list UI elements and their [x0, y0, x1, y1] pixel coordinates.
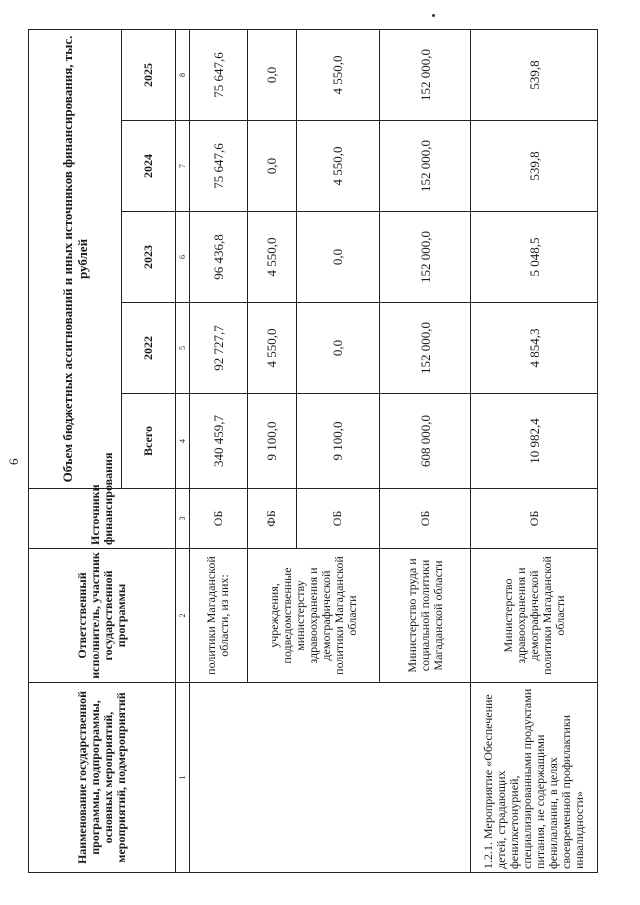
header-source: Источники финансирования — [29, 489, 176, 549]
row-value-total: 340 459,7 — [189, 394, 247, 489]
row-value-2025: 0,0 — [247, 29, 296, 120]
row-value-2022: 4 854,3 — [471, 303, 598, 394]
row-name — [189, 683, 471, 873]
row-value-2025: 152 000,0 — [380, 29, 471, 120]
row-value-2025: 75 647,6 — [189, 29, 247, 120]
row-value-2023: 0,0 — [296, 212, 380, 303]
row-value-2025: 539,8 — [471, 29, 598, 120]
index-cell: 1 — [175, 683, 189, 873]
index-cell: 8 — [175, 29, 189, 120]
index-cell: 5 — [175, 303, 189, 394]
table-row — [471, 29, 598, 872]
index-cell: 4 — [175, 394, 189, 489]
row-name: 1.2.1. Мероприятие «Обеспечение детей, страдающих фенилкетонурией, специализированными продуктами питания, не содержащими фенилаланин, в целях своевременной профилактики инвалидности» — [471, 683, 598, 873]
row-value-2022: 152 000,0 — [380, 303, 471, 394]
scan-speck — [432, 14, 435, 17]
row-value-2023: 96 436,8 — [189, 212, 247, 303]
header-name: Наименование государственной программы, подпрограммы, основных мероприятий, мероприятий, подмероприятий — [29, 683, 176, 873]
page-number: 6 — [6, 458, 21, 465]
row-value-2024: 0,0 — [247, 121, 296, 212]
row-value-2024: 4 550,0 — [296, 121, 380, 212]
row-value-total: 608 000,0 — [380, 394, 471, 489]
row-value-2022: 0,0 — [296, 303, 380, 394]
row-executor: Министерство труда и социальной политики Магаданской области — [380, 549, 471, 683]
row-value-2023: 5 048,5 — [471, 212, 598, 303]
index-cell: 2 — [175, 549, 189, 683]
row-value-2024: 75 647,6 — [189, 121, 247, 212]
budget-table — [28, 29, 598, 873]
row-source: ОБ — [189, 489, 247, 549]
header-year-2023: 2023 — [122, 212, 176, 303]
header-year-2024: 2024 — [122, 121, 176, 212]
row-source: ОБ — [380, 489, 471, 549]
header-year-2025: 2025 — [122, 29, 176, 120]
header-volume: Объем бюджетных ассигнований и иных источников финансирования, тыс. рублей — [29, 29, 122, 488]
index-cell: 6 — [175, 212, 189, 303]
row-source: ОБ — [471, 489, 598, 549]
row-value-2023: 152 000,0 — [380, 212, 471, 303]
table-row — [189, 29, 247, 872]
row-executor: политики Магаданской области, из них: — [189, 549, 247, 683]
row-executor: учреждения, подведомственные министерству здравоохранения и демографической политики Магаданской области — [247, 549, 380, 683]
index-cell: 7 — [175, 121, 189, 212]
row-value-2024: 539,8 — [471, 121, 598, 212]
row-value-2023: 4 550,0 — [247, 212, 296, 303]
row-value-2025: 4 550,0 — [296, 29, 380, 120]
row-executor: Министерство здравоохранения и демографической политики Магаданской области — [471, 549, 598, 683]
row-value-2024: 152 000,0 — [380, 121, 471, 212]
header-executor: Ответственный исполнитель, участник государственной программы — [29, 549, 176, 683]
row-value-total: 10 982,4 — [471, 394, 598, 489]
row-value-2022: 4 550,0 — [247, 303, 296, 394]
header-year-2022: 2022 — [122, 303, 176, 394]
index-row — [175, 29, 189, 872]
index-cell: 3 — [175, 489, 189, 549]
row-value-total: 9 100,0 — [296, 394, 380, 489]
row-source: ФБ — [247, 489, 296, 549]
row-value-2022: 92 727,7 — [189, 303, 247, 394]
row-value-total: 9 100,0 — [247, 394, 296, 489]
row-source: ОБ — [296, 489, 380, 549]
header-year-total: Всего — [122, 394, 176, 489]
